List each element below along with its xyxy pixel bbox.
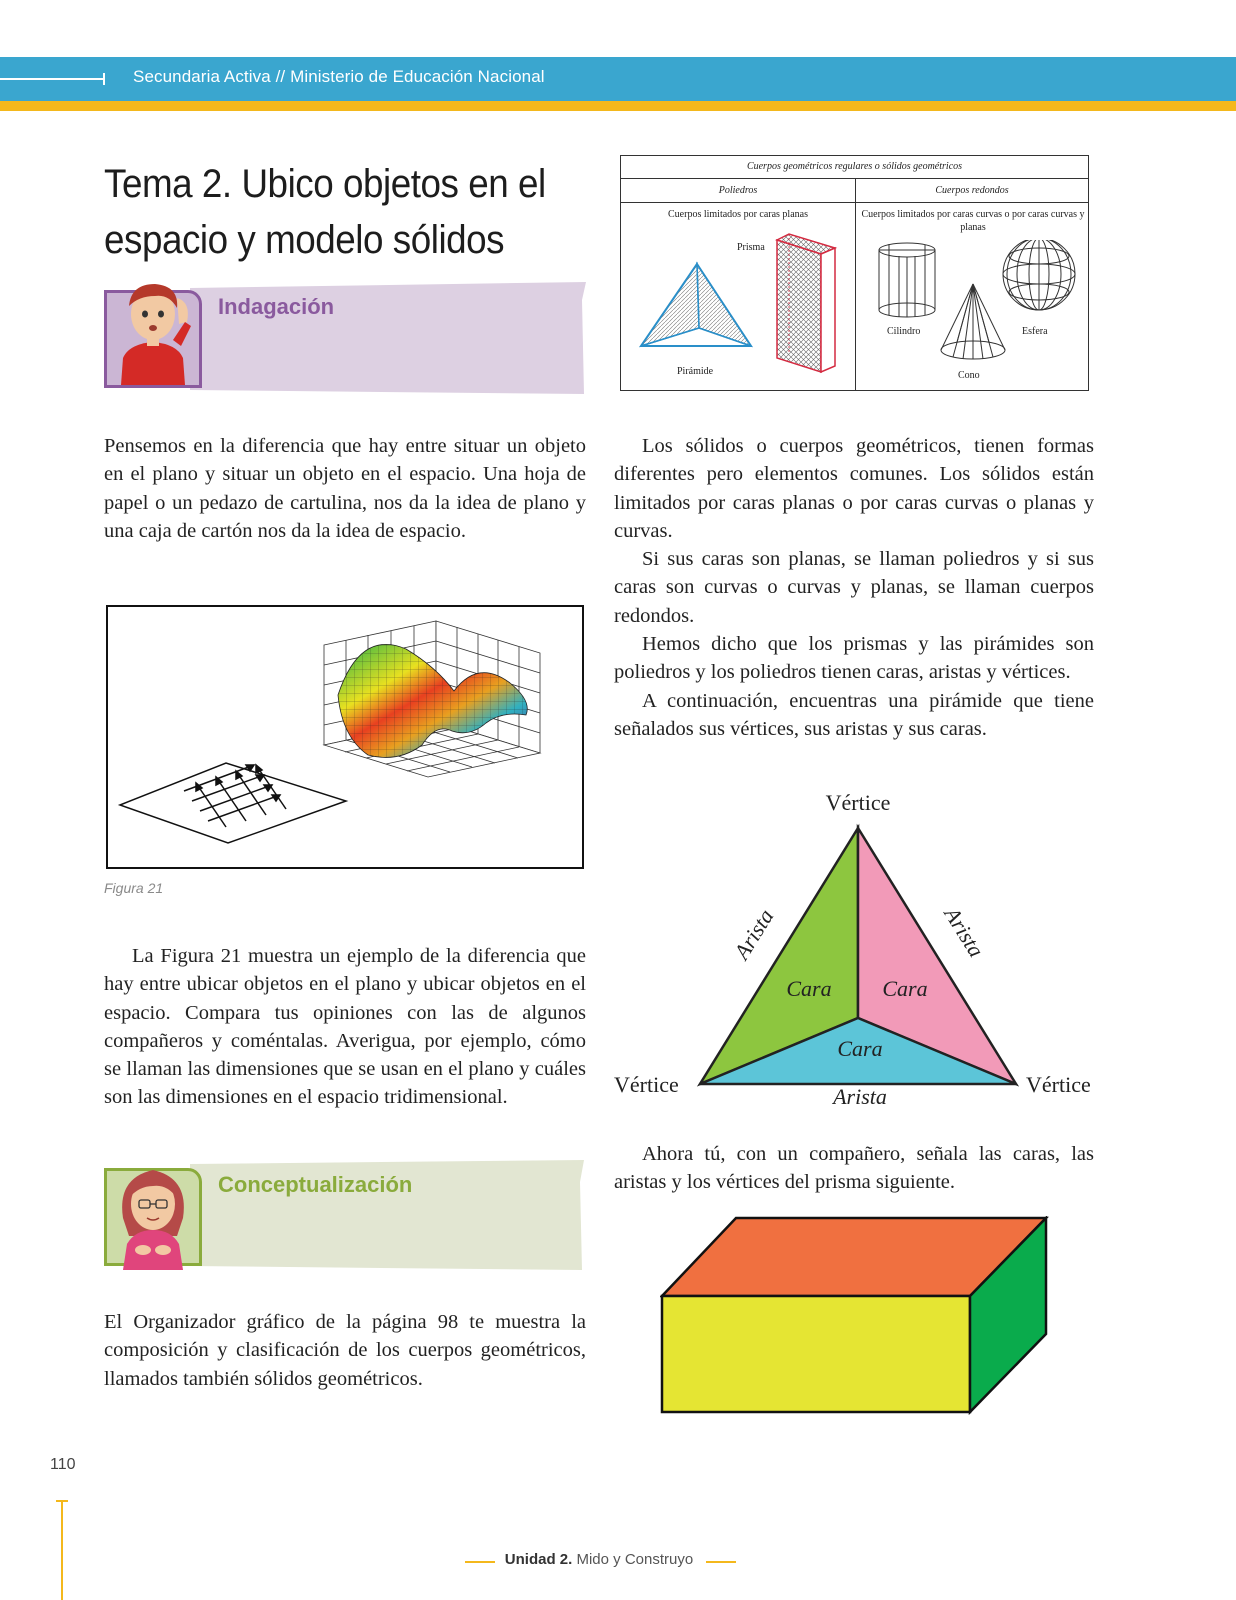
- left-rule: [61, 1500, 63, 1600]
- avatar-boy-icon: [107, 280, 199, 385]
- right-paragraph-1: Los sólidos o cuerpos geométricos, tienen formas diferentes pero elementos comunes. Los sólidos están limitados por caras planas o por caras curvas o planas y curvas.: [614, 435, 1094, 542]
- page-number: 110: [50, 1456, 76, 1473]
- footer: [464, 1551, 734, 1568]
- prism-diagram: [660, 1216, 1052, 1416]
- label-prisma: Prisma: [737, 242, 765, 253]
- figure-21-plane-vs-space: [106, 605, 584, 869]
- table-title: Cuerpos geométricos regulares o sólidos geométricos: [621, 156, 1088, 179]
- footer-unit: Unidad 2.: [504, 1551, 573, 1568]
- table-desc-redondos: Cuerpos limitados por caras curvas o por caras curvas y planas: [861, 209, 1085, 233]
- label-cilindro: Cilindro: [887, 326, 921, 337]
- vertex-right-label: Vértice: [1026, 1072, 1091, 1097]
- page-title: [104, 156, 564, 268]
- table-col-redondos: Cuerpos redondos: [856, 179, 1088, 203]
- left-rule-tick: [56, 1500, 68, 1502]
- indagacion-label: Indagación: [218, 294, 335, 319]
- face-right-label: Cara: [882, 976, 928, 1001]
- table-desc-poliedros: Cuerpos limitados por caras planas: [668, 209, 808, 220]
- solids-classification-table: [620, 155, 1089, 391]
- header-text: Secundaria Activa // Ministerio de Educación Nacional: [133, 67, 545, 86]
- right-paragraph-2: Si sus caras son planas, se llaman poliedros y si sus caras son curvas o curvas y planas, se llaman cuerpos redondos.: [614, 548, 1094, 627]
- vertex-left-label: Vértice: [614, 1072, 679, 1097]
- avatar-girl-icon: [107, 1158, 199, 1270]
- footer-unit-title: Mido y Construyo: [576, 1551, 694, 1568]
- page-title-line-2: espacio y modelo sólidos: [104, 218, 505, 262]
- right-column-text: [614, 432, 1094, 743]
- header-line: [0, 78, 104, 80]
- label-piramide: Pirámide: [677, 366, 714, 377]
- label-cono: Cono: [958, 370, 980, 381]
- header-tick: [103, 73, 105, 85]
- left-paragraph-3: [104, 1308, 586, 1393]
- table-divider: [855, 179, 856, 391]
- header-stripe: [0, 101, 1236, 111]
- figure-21-caption: Figura 21: [104, 880, 164, 896]
- edge-bottom-label: Arista: [833, 1084, 887, 1109]
- left-paragraph-3-text: El Organizador gráfico de la página 98 te muestra la composición y clasificación de los cuerpos geométricos, llamados también sólidos geométricos.: [104, 1311, 586, 1390]
- right-paragraph-3: Hemos dicho que los prismas y las pirámides son poliedros y los poliedros tienen caras, aristas y vértices.: [614, 633, 1094, 684]
- right-paragraph-5: [614, 1140, 1094, 1197]
- left-paragraph-2-text: La Figura 21 muestra un ejemplo de la diferencia que hay entre ubicar objetos en el plano y ubicar objetos en el espacio. Compara tus opiniones con las de algunos compañeros y coméntalas. Averigua, por ejemplo, cómo se llaman las dimensiones que se usan en el plano y cuáles son las dimensiones en el espacio tridimensional.: [104, 945, 586, 1109]
- page-title-line-1: Tema 2. Ubico objetos en el: [104, 162, 546, 206]
- edge-right-label: Arista: [939, 902, 990, 962]
- prism-face-front: [662, 1296, 970, 1412]
- face-left-label: Cara: [786, 976, 832, 1001]
- cuerpos-redondos-drawings: [857, 240, 1089, 380]
- table-col-poliedros: Poliedros: [621, 179, 855, 203]
- conceptualizacion-label: Conceptualización: [218, 1172, 413, 1197]
- face-bottom-label: Cara: [837, 1036, 883, 1061]
- left-paragraph-1-text: Pensemos en la diferencia que hay entre situar un objeto en el plano y situar un objeto en el espacio. Una hoja de papel o un pedazo de cartulina, nos da la idea de plano y una caja de cartón nos da la idea de espacio.: [104, 435, 586, 542]
- vertex-top-label: Vértice: [825, 790, 891, 815]
- pyramid-diagram: [610, 786, 1100, 1116]
- left-paragraph-2: [104, 942, 586, 1112]
- edge-left-label: Arista: [728, 904, 779, 964]
- label-esfera: Esfera: [1022, 326, 1048, 337]
- right-paragraph-4: A continuación, encuentras una pirámide que tiene señalados sus vértices, sus aristas y sus caras.: [614, 689, 1094, 740]
- left-paragraph-1: [104, 432, 586, 545]
- right-paragraph-5-text: Ahora tú, con un compañero, señala las caras, las aristas y los vértices del prisma siguiente.: [614, 1143, 1094, 1194]
